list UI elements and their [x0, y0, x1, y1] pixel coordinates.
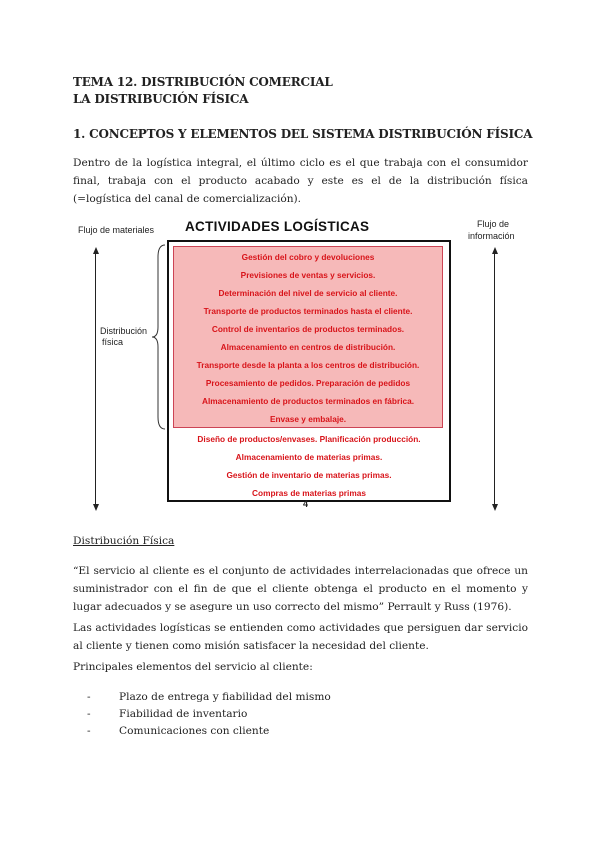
activity-item: Determinación del nivel de servicio al cliente. — [218, 288, 398, 298]
activity-item: Almacenamiento de productos terminados en fábrica. — [201, 396, 415, 406]
activity-item: Almacenamiento de materias primas. — [235, 452, 383, 462]
information-flow-arrow-up-icon — [492, 247, 498, 254]
activity-item: Transporte de productos terminados hasta el cliente. — [203, 306, 413, 316]
list-item — [73, 723, 331, 740]
figure-title: ACTIVIDADES LOGÍSTICAS — [185, 219, 370, 234]
activities-box — [167, 240, 451, 502]
activity-item: Procesamiento de pedidos. Preparación de pedidos — [205, 378, 411, 388]
physical-distribution-label-1: Distribución — [100, 326, 148, 336]
activity-item: Compras de materias primas — [252, 488, 366, 498]
section-heading: 1. CONCEPTOS Y ELEMENTOS DEL SISTEMA DISTRIBUCIÓN FÍSICA — [73, 127, 533, 141]
quote-paragraph: “El servicio al cliente es el conjunto de actividades interrelacionadas que ofrece un suministrador con el fin de que el cliente obtenga el producto en el momento y lugar adecuados y se asegure un uso correcto del mismo” Perrault y Russ (1976). — [73, 565, 528, 613]
material-flow-arrow-down-icon — [93, 504, 99, 511]
material-flow-line — [95, 253, 96, 504]
service-elements-list — [73, 689, 331, 740]
activity-item: Transporte desde la planta a los centros de distribución. — [196, 360, 420, 370]
information-flow-arrow-down-icon — [492, 504, 498, 511]
list-item — [73, 689, 331, 706]
brace-icon — [150, 243, 168, 431]
activity-item: Gestión de inventario de materias primas. — [226, 470, 392, 480]
list-item-text: Comunicaciones con cliente — [119, 725, 270, 737]
activity-item: Diseño de productos/envases. Planificación producción. — [197, 434, 421, 444]
material-flow-arrow-up-icon — [93, 247, 99, 254]
logistics-paragraph: Las actividades logísticas se entienden como actividades que persiguen dar servicio al cliente y tienen como misión satisfacer la necesidad del cliente. — [73, 622, 528, 652]
physical-distribution-label-2: física — [102, 337, 124, 347]
activity-item: Control de inventarios de productos terminados. — [211, 324, 405, 334]
elements-intro: Principales elementos del servicio al cliente: — [73, 661, 313, 673]
activity-item: Almacenamiento en centros de distribución. — [220, 342, 396, 352]
information-flow-label-2: información — [468, 231, 515, 241]
topic-subtitle: LA DISTRIBUCIÓN FÍSICA — [73, 92, 249, 106]
list-item — [73, 706, 331, 723]
list-item-text: Fiabilidad de inventario — [119, 708, 248, 720]
activity-item: Envase y embalaje. — [269, 414, 347, 424]
list-item-text: Plazo de entrega y fiabilidad del mismo — [119, 691, 331, 703]
topic-title: TEMA 12. DISTRIBUCIÓN COMERCIAL — [73, 75, 333, 89]
material-flow-label: Flujo de materiales — [78, 225, 155, 235]
logistics-activities-figure — [70, 215, 535, 515]
bullet-marker: - — [87, 691, 91, 703]
intro-paragraph: Dentro de la logística integral, el último ciclo es el que trabaja con el consumidor final, trabaja con el producto acabado y este es el de la distribución física (=logística del canal de comercialización). — [73, 157, 528, 205]
activity-item: Previsiones de ventas y servicios. — [240, 270, 376, 280]
bullet-marker: - — [87, 708, 91, 720]
figure-page-number: 4 — [303, 499, 309, 509]
activity-item: Gestión del cobro y devoluciones — [241, 252, 375, 262]
subheading: Distribución Física — [73, 535, 175, 547]
information-flow-label-1: Flujo de — [477, 219, 510, 229]
bullet-marker: - — [87, 725, 91, 737]
information-flow-line — [494, 253, 495, 504]
physical-distribution-activities — [173, 246, 443, 428]
